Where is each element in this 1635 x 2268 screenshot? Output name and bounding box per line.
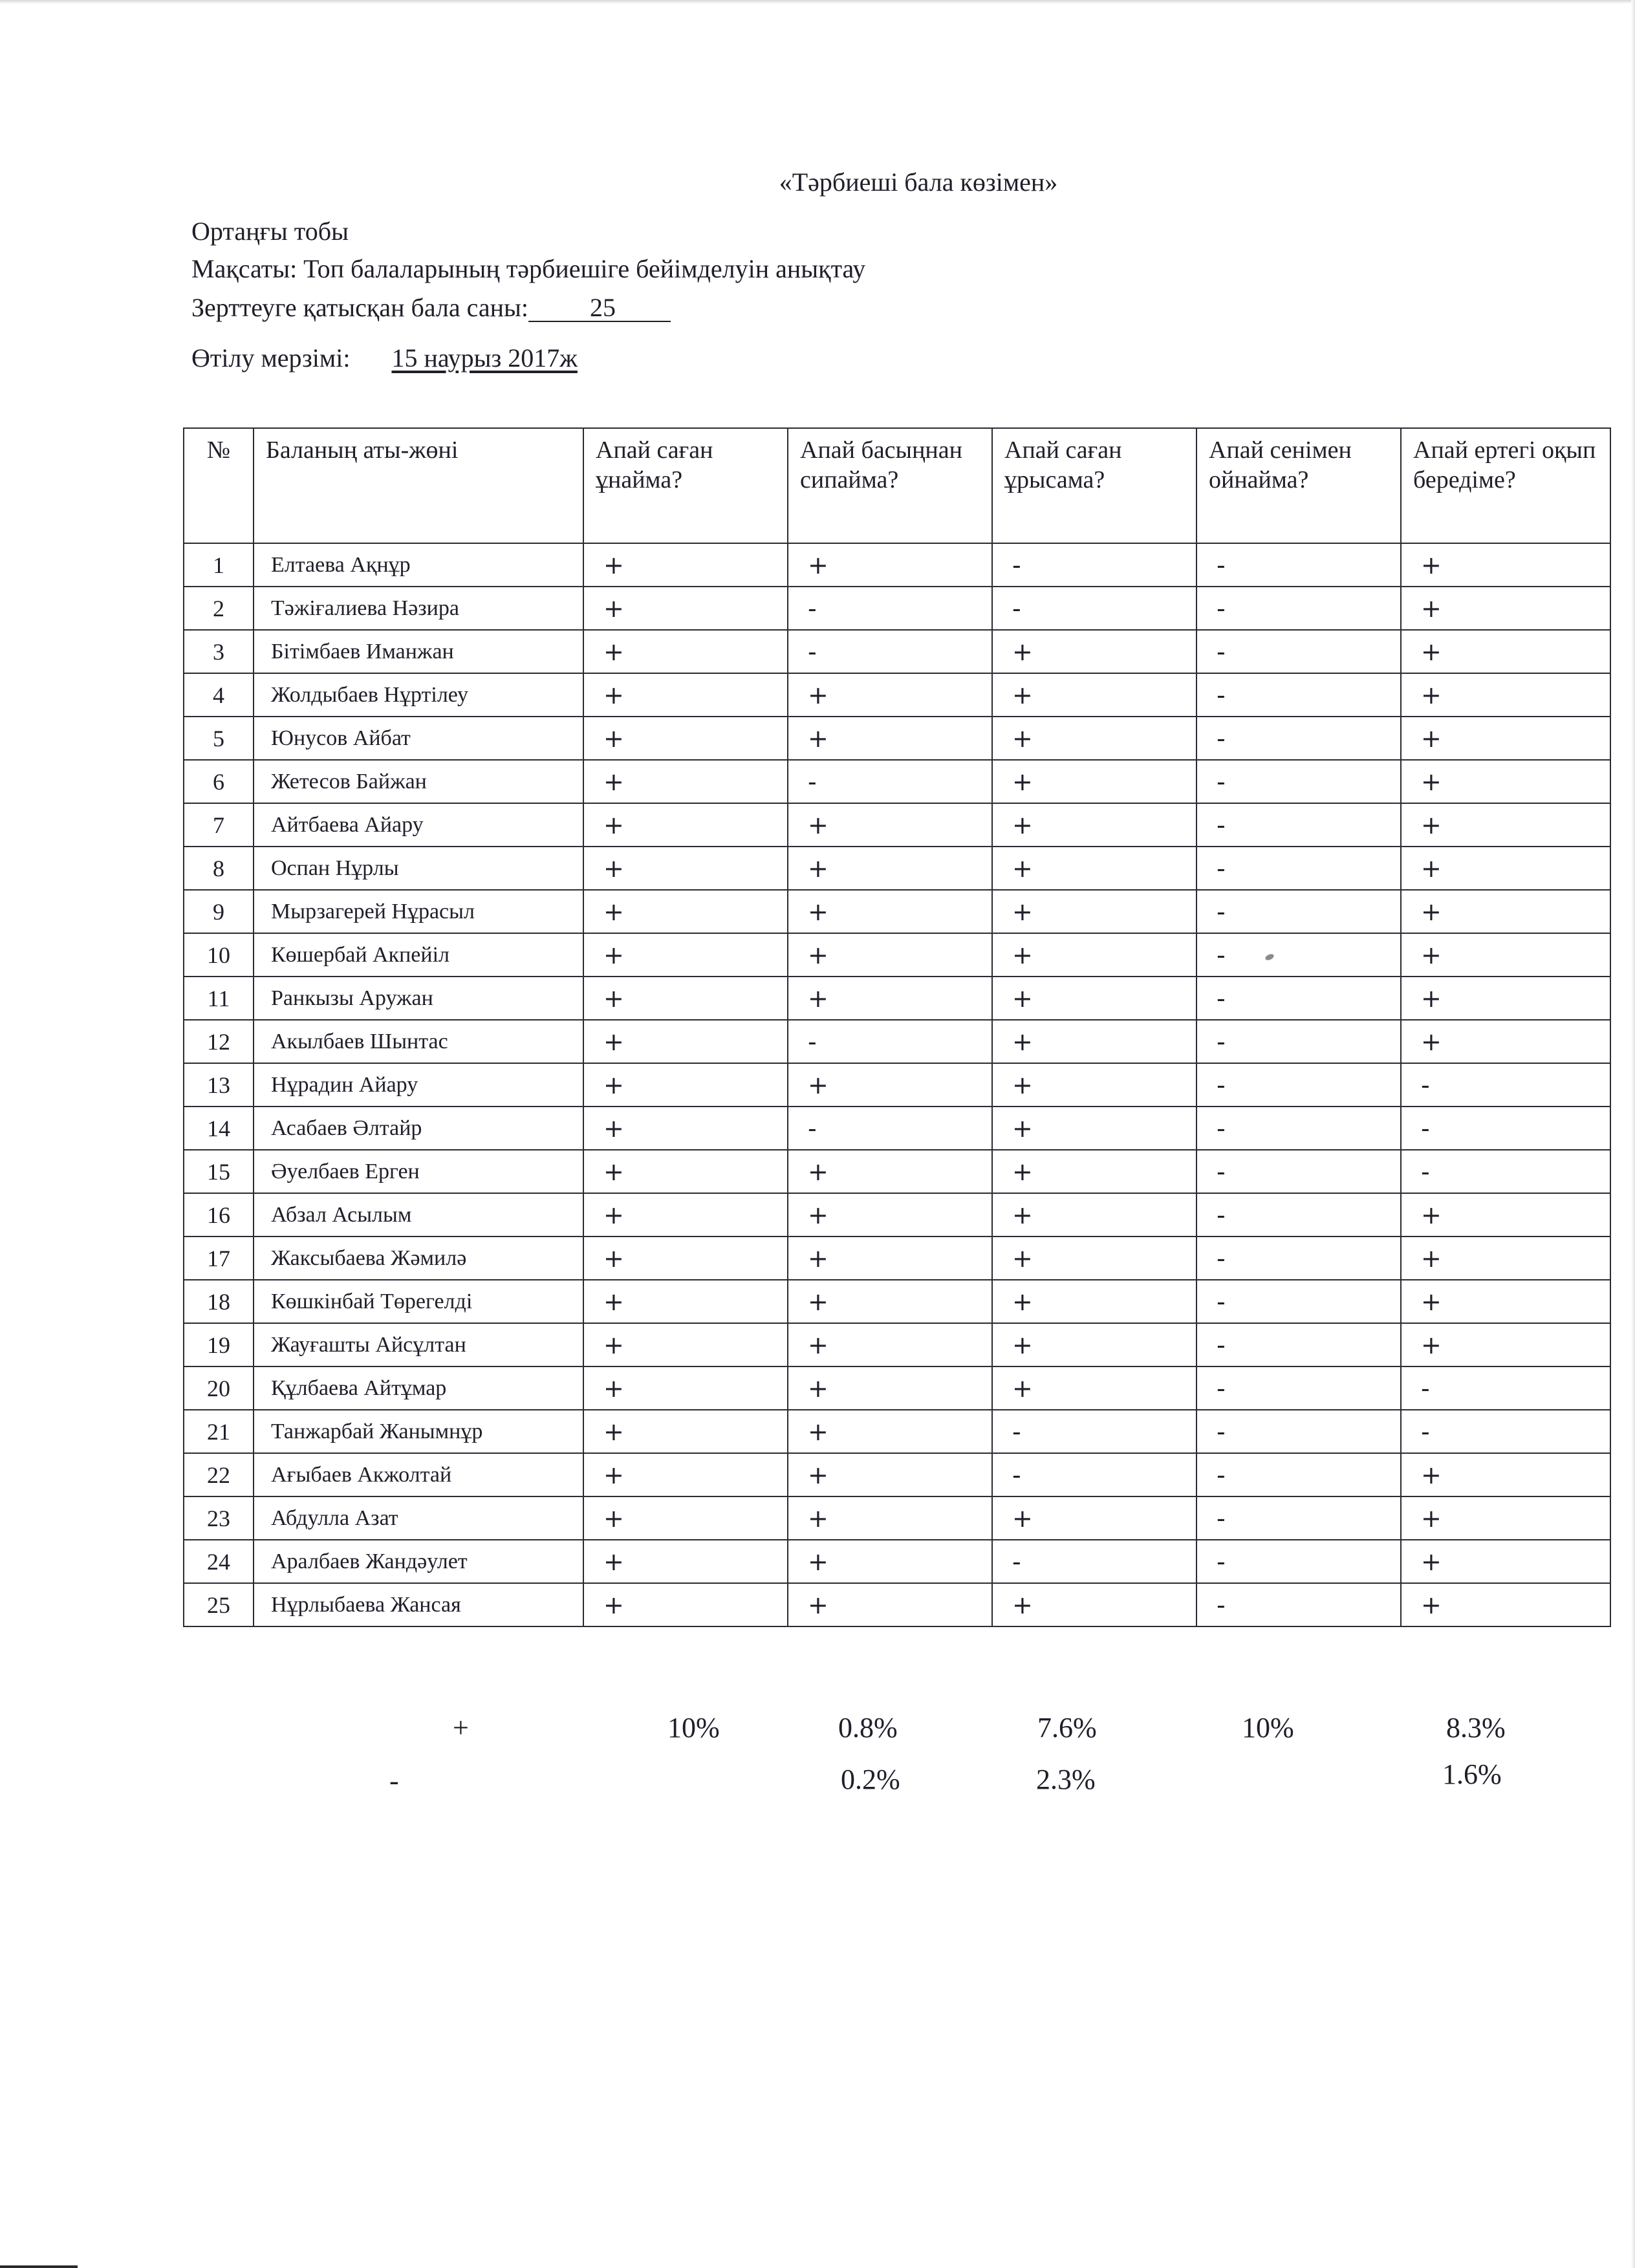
row-number: 23 xyxy=(184,1496,254,1540)
date-label: Өтілу мерзімі: xyxy=(191,343,351,373)
answer-q3: + xyxy=(992,933,1196,977)
answer-q2: + xyxy=(788,1583,992,1626)
answer-q4: - xyxy=(1196,1020,1401,1063)
row-number: 8 xyxy=(184,847,254,890)
answer-q2: - xyxy=(788,1020,992,1063)
header-q2: Апай басыңнан сипайма? xyxy=(788,428,992,543)
child-name: Жетесов Байжан xyxy=(254,760,583,803)
child-name: Елтаева Ақнұр xyxy=(254,543,583,587)
child-name: Юнусов Айбат xyxy=(254,717,583,760)
answer-q1: + xyxy=(583,933,788,977)
row-number: 21 xyxy=(184,1410,254,1453)
answer-q3: - xyxy=(992,1453,1196,1496)
table-row xyxy=(184,587,1610,630)
answer-q2: + xyxy=(788,1280,992,1323)
child-name: Көшербай Акпейіл xyxy=(254,933,583,977)
table-row xyxy=(184,717,1610,760)
row-number: 4 xyxy=(184,673,254,717)
child-name: Жаксыбаева Жәмилә xyxy=(254,1237,583,1280)
answer-q4: - xyxy=(1196,803,1401,847)
answer-q5: + xyxy=(1401,1583,1610,1626)
answer-q1: + xyxy=(583,847,788,890)
answer-q4: - xyxy=(1196,630,1401,673)
child-name: Абдулла Азат xyxy=(254,1496,583,1540)
answer-q1: + xyxy=(583,1453,788,1496)
summary-plus-sign: + xyxy=(453,1712,469,1744)
row-number: 18 xyxy=(184,1280,254,1323)
answer-q1: + xyxy=(583,630,788,673)
table-row xyxy=(184,977,1610,1020)
answer-q4: - xyxy=(1196,1366,1401,1410)
row-number: 14 xyxy=(184,1107,254,1150)
answer-q4: - xyxy=(1196,1410,1401,1453)
answer-q1: + xyxy=(583,587,788,630)
answer-q4: - xyxy=(1196,1583,1401,1626)
answer-q2: + xyxy=(788,803,992,847)
answer-q3: + xyxy=(992,760,1196,803)
row-number: 19 xyxy=(184,1323,254,1366)
answer-q3: + xyxy=(992,1193,1196,1237)
participants-value: 25 xyxy=(528,295,671,322)
answer-q1: + xyxy=(583,1150,788,1193)
table-row xyxy=(184,1323,1610,1366)
answer-q3: + xyxy=(992,1280,1196,1323)
row-number: 3 xyxy=(184,630,254,673)
answer-q4: - xyxy=(1196,847,1401,890)
answer-q2: - xyxy=(788,587,992,630)
answer-q3: - xyxy=(992,1540,1196,1583)
answer-q3: + xyxy=(992,977,1196,1020)
answer-q4: - xyxy=(1196,1063,1401,1107)
answer-q5: - xyxy=(1401,1063,1610,1107)
child-name: Нұрадин Айару xyxy=(254,1063,583,1107)
table-row xyxy=(184,1583,1610,1626)
answer-q5: + xyxy=(1401,933,1610,977)
answer-q2: - xyxy=(788,1107,992,1150)
table-row xyxy=(184,1063,1610,1107)
answer-q3: + xyxy=(992,1150,1196,1193)
scan-edge-right xyxy=(1631,0,1635,2268)
answer-q1: + xyxy=(583,543,788,587)
scan-edge-top xyxy=(0,0,1635,4)
answer-q1: + xyxy=(583,1410,788,1453)
table-row xyxy=(184,1453,1610,1496)
answer-q3: + xyxy=(992,890,1196,933)
answer-q3: + xyxy=(992,1496,1196,1540)
answer-q5: + xyxy=(1401,717,1610,760)
participants-label: Зерттеуге қатысқан бала саны: xyxy=(191,293,529,322)
answer-q5: + xyxy=(1401,587,1610,630)
answer-q4: - xyxy=(1196,673,1401,717)
answer-q2: - xyxy=(788,760,992,803)
child-name: Жауғашты Айсұлтан xyxy=(254,1323,583,1366)
answer-q5: + xyxy=(1401,760,1610,803)
answer-q3: - xyxy=(992,543,1196,587)
child-name: Көшкінбай Төрегелді xyxy=(254,1280,583,1323)
answer-q1: + xyxy=(583,1280,788,1323)
answer-q2: + xyxy=(788,1366,992,1410)
answer-q1: + xyxy=(583,760,788,803)
answer-q4: - xyxy=(1196,1150,1401,1193)
header-num: № xyxy=(184,428,254,543)
answer-q1: + xyxy=(583,1107,788,1150)
child-name: Айтбаева Айару xyxy=(254,803,583,847)
answer-q2: + xyxy=(788,890,992,933)
answer-q1: + xyxy=(583,1583,788,1626)
table-row xyxy=(184,760,1610,803)
child-name: Құлбаева Айтұмар xyxy=(254,1366,583,1410)
answer-q1: + xyxy=(583,1237,788,1280)
table-row xyxy=(184,1366,1610,1410)
answer-q2: - xyxy=(788,630,992,673)
row-number: 11 xyxy=(184,977,254,1020)
group-line: Ортаңғы тобы xyxy=(191,217,349,246)
answer-q1: + xyxy=(583,1323,788,1366)
document-title: «Тәрбиеші бала көзімен» xyxy=(779,167,1058,197)
child-name: Оспан Нұрлы xyxy=(254,847,583,890)
answer-q1: + xyxy=(583,977,788,1020)
summary-minus-q3: 2.3% xyxy=(1036,1764,1096,1795)
child-name: Тәжіғалиева Нәзира xyxy=(254,587,583,630)
row-number: 12 xyxy=(184,1020,254,1063)
goal-line: Мақсаты: Топ балаларының тәрбиешіге бейімделуін анықтау xyxy=(191,254,866,283)
row-number: 9 xyxy=(184,890,254,933)
answer-q5: + xyxy=(1401,890,1610,933)
table-row xyxy=(184,1107,1610,1150)
header-q4: Апай сенімен ойнайма? xyxy=(1196,428,1401,543)
table-row xyxy=(184,630,1610,673)
row-number: 7 xyxy=(184,803,254,847)
answer-q5: - xyxy=(1401,1150,1610,1193)
table-row xyxy=(184,933,1610,977)
answer-q4: - xyxy=(1196,760,1401,803)
answer-q4: - xyxy=(1196,1323,1401,1366)
table-row xyxy=(184,847,1610,890)
answer-q1: + xyxy=(583,1496,788,1540)
child-name: Ранкызы Аружан xyxy=(254,977,583,1020)
summary-plus-q3: 7.6% xyxy=(1037,1712,1097,1744)
answer-q5: + xyxy=(1401,847,1610,890)
child-name: Бітімбаев Иманжан xyxy=(254,630,583,673)
answer-q2: + xyxy=(788,977,992,1020)
answer-q1: + xyxy=(583,803,788,847)
table-row xyxy=(184,1020,1610,1063)
table-row xyxy=(184,1280,1610,1323)
answer-q4: - xyxy=(1196,1237,1401,1280)
answer-q1: + xyxy=(583,1063,788,1107)
child-name: Нұрлыбаева Жансая xyxy=(254,1583,583,1626)
child-name: Ағыбаев Акжолтай xyxy=(254,1453,583,1496)
table-row xyxy=(184,803,1610,847)
answer-q2: + xyxy=(788,1323,992,1366)
table-header-row xyxy=(184,428,1610,543)
answer-q5: - xyxy=(1401,1107,1610,1150)
answer-q5: + xyxy=(1401,803,1610,847)
answer-q1: + xyxy=(583,1020,788,1063)
child-name: Жолдыбаев Нұртілеу xyxy=(254,673,583,717)
answer-q4: - xyxy=(1196,1540,1401,1583)
answer-q4: - xyxy=(1196,977,1401,1020)
summary-plus-q2: 0.8% xyxy=(838,1712,898,1744)
date-value: 15 наурыз 2017ж xyxy=(391,343,578,373)
answer-q2: + xyxy=(788,1410,992,1453)
answer-q5: + xyxy=(1401,1193,1610,1237)
row-number: 6 xyxy=(184,760,254,803)
answer-q2: + xyxy=(788,1237,992,1280)
answer-q3: + xyxy=(992,1020,1196,1063)
child-name: Аралбаев Жандәулет xyxy=(254,1540,583,1583)
child-name: Мырзагерей Нұрасыл xyxy=(254,890,583,933)
answer-q5: + xyxy=(1401,1453,1610,1496)
header-name: Баланың аты-жөні xyxy=(254,428,583,543)
answer-q2: + xyxy=(788,717,992,760)
answer-q1: + xyxy=(583,1540,788,1583)
date-line xyxy=(191,343,578,374)
answer-q3: + xyxy=(992,1063,1196,1107)
answer-q5: + xyxy=(1401,1020,1610,1063)
answer-q2: + xyxy=(788,1453,992,1496)
row-number: 5 xyxy=(184,717,254,760)
summary-plus-q4: 10% xyxy=(1242,1712,1294,1744)
answer-q5: - xyxy=(1401,1410,1610,1453)
summary-plus-q5: 8.3% xyxy=(1446,1712,1506,1744)
answer-q5: + xyxy=(1401,1540,1610,1583)
row-number: 22 xyxy=(184,1453,254,1496)
answer-q5: + xyxy=(1401,543,1610,587)
table-row xyxy=(184,543,1610,587)
answer-q2: + xyxy=(788,933,992,977)
answer-q2: + xyxy=(788,673,992,717)
answer-q4: - xyxy=(1196,890,1401,933)
summary-minus-q5: 1.6% xyxy=(1442,1758,1502,1790)
answer-q3: + xyxy=(992,1237,1196,1280)
answer-q2: + xyxy=(788,1540,992,1583)
answer-q4: - xyxy=(1196,543,1401,587)
scan-edge-bottom xyxy=(0,2265,78,2268)
child-name: Акылбаев Шынтас xyxy=(254,1020,583,1063)
answer-q3: + xyxy=(992,630,1196,673)
table-row xyxy=(184,1496,1610,1540)
answer-q3: + xyxy=(992,673,1196,717)
answer-q1: + xyxy=(583,673,788,717)
row-number: 24 xyxy=(184,1540,254,1583)
answer-q5: + xyxy=(1401,630,1610,673)
answer-q5: + xyxy=(1401,1280,1610,1323)
header-q5: Апай ертегі оқып бередіме? xyxy=(1401,428,1610,543)
answer-q4: - xyxy=(1196,1453,1401,1496)
row-number: 1 xyxy=(184,543,254,587)
answer-q1: + xyxy=(583,717,788,760)
row-number: 2 xyxy=(184,587,254,630)
row-number: 16 xyxy=(184,1193,254,1237)
answer-q3: + xyxy=(992,1583,1196,1626)
row-number: 15 xyxy=(184,1150,254,1193)
summary-plus-q1: 10% xyxy=(667,1712,720,1744)
row-number: 17 xyxy=(184,1237,254,1280)
table-row xyxy=(184,1150,1610,1193)
header-q3: Апай саған ұрысама? xyxy=(992,428,1196,543)
answer-q2: + xyxy=(788,1063,992,1107)
child-name: Әуелбаев Ерген xyxy=(254,1150,583,1193)
answer-q4: - xyxy=(1196,1280,1401,1323)
answer-q2: + xyxy=(788,847,992,890)
answer-q1: + xyxy=(583,1193,788,1237)
answer-q5: - xyxy=(1401,1366,1610,1410)
answer-q4: - xyxy=(1196,1193,1401,1237)
row-number: 13 xyxy=(184,1063,254,1107)
answer-q3: + xyxy=(992,717,1196,760)
answer-q4: - xyxy=(1196,933,1401,977)
summary-minus-q2: 0.2% xyxy=(841,1764,900,1795)
answer-q3: + xyxy=(992,1366,1196,1410)
answer-q3: + xyxy=(992,847,1196,890)
answer-q2: + xyxy=(788,1150,992,1193)
answer-q3: + xyxy=(992,1107,1196,1150)
answer-q1: + xyxy=(583,1366,788,1410)
row-number: 20 xyxy=(184,1366,254,1410)
answer-q2: + xyxy=(788,1496,992,1540)
answer-q2: + xyxy=(788,1193,992,1237)
summary-minus-sign: - xyxy=(389,1765,399,1797)
child-name: Асабаев Әлтайр xyxy=(254,1107,583,1150)
answer-q3: + xyxy=(992,803,1196,847)
answer-q1: + xyxy=(583,890,788,933)
answer-q5: + xyxy=(1401,1496,1610,1540)
answer-q3: + xyxy=(992,1323,1196,1366)
answer-q4: - xyxy=(1196,587,1401,630)
participants-line xyxy=(191,292,671,323)
answer-q4: - xyxy=(1196,1107,1401,1150)
row-number: 10 xyxy=(184,933,254,977)
table-row xyxy=(184,673,1610,717)
answer-q5: + xyxy=(1401,977,1610,1020)
answer-q5: + xyxy=(1401,1323,1610,1366)
answer-q4: - xyxy=(1196,717,1401,760)
table-row xyxy=(184,890,1610,933)
answer-q3: - xyxy=(992,587,1196,630)
table-body xyxy=(184,543,1610,1626)
answer-q3: - xyxy=(992,1410,1196,1453)
child-name: Абзал Асылым xyxy=(254,1193,583,1237)
row-number: 25 xyxy=(184,1583,254,1626)
table-row xyxy=(184,1193,1610,1237)
answer-q5: + xyxy=(1401,1237,1610,1280)
header-q1: Апай саған ұнайма? xyxy=(583,428,788,543)
answer-q2: + xyxy=(788,543,992,587)
table-row xyxy=(184,1237,1610,1280)
answer-q5: + xyxy=(1401,673,1610,717)
child-name: Танжарбай Жанымнұр xyxy=(254,1410,583,1453)
survey-table xyxy=(183,427,1611,1627)
table-row xyxy=(184,1410,1610,1453)
table-row xyxy=(184,1540,1610,1583)
answer-q4: - xyxy=(1196,1496,1401,1540)
